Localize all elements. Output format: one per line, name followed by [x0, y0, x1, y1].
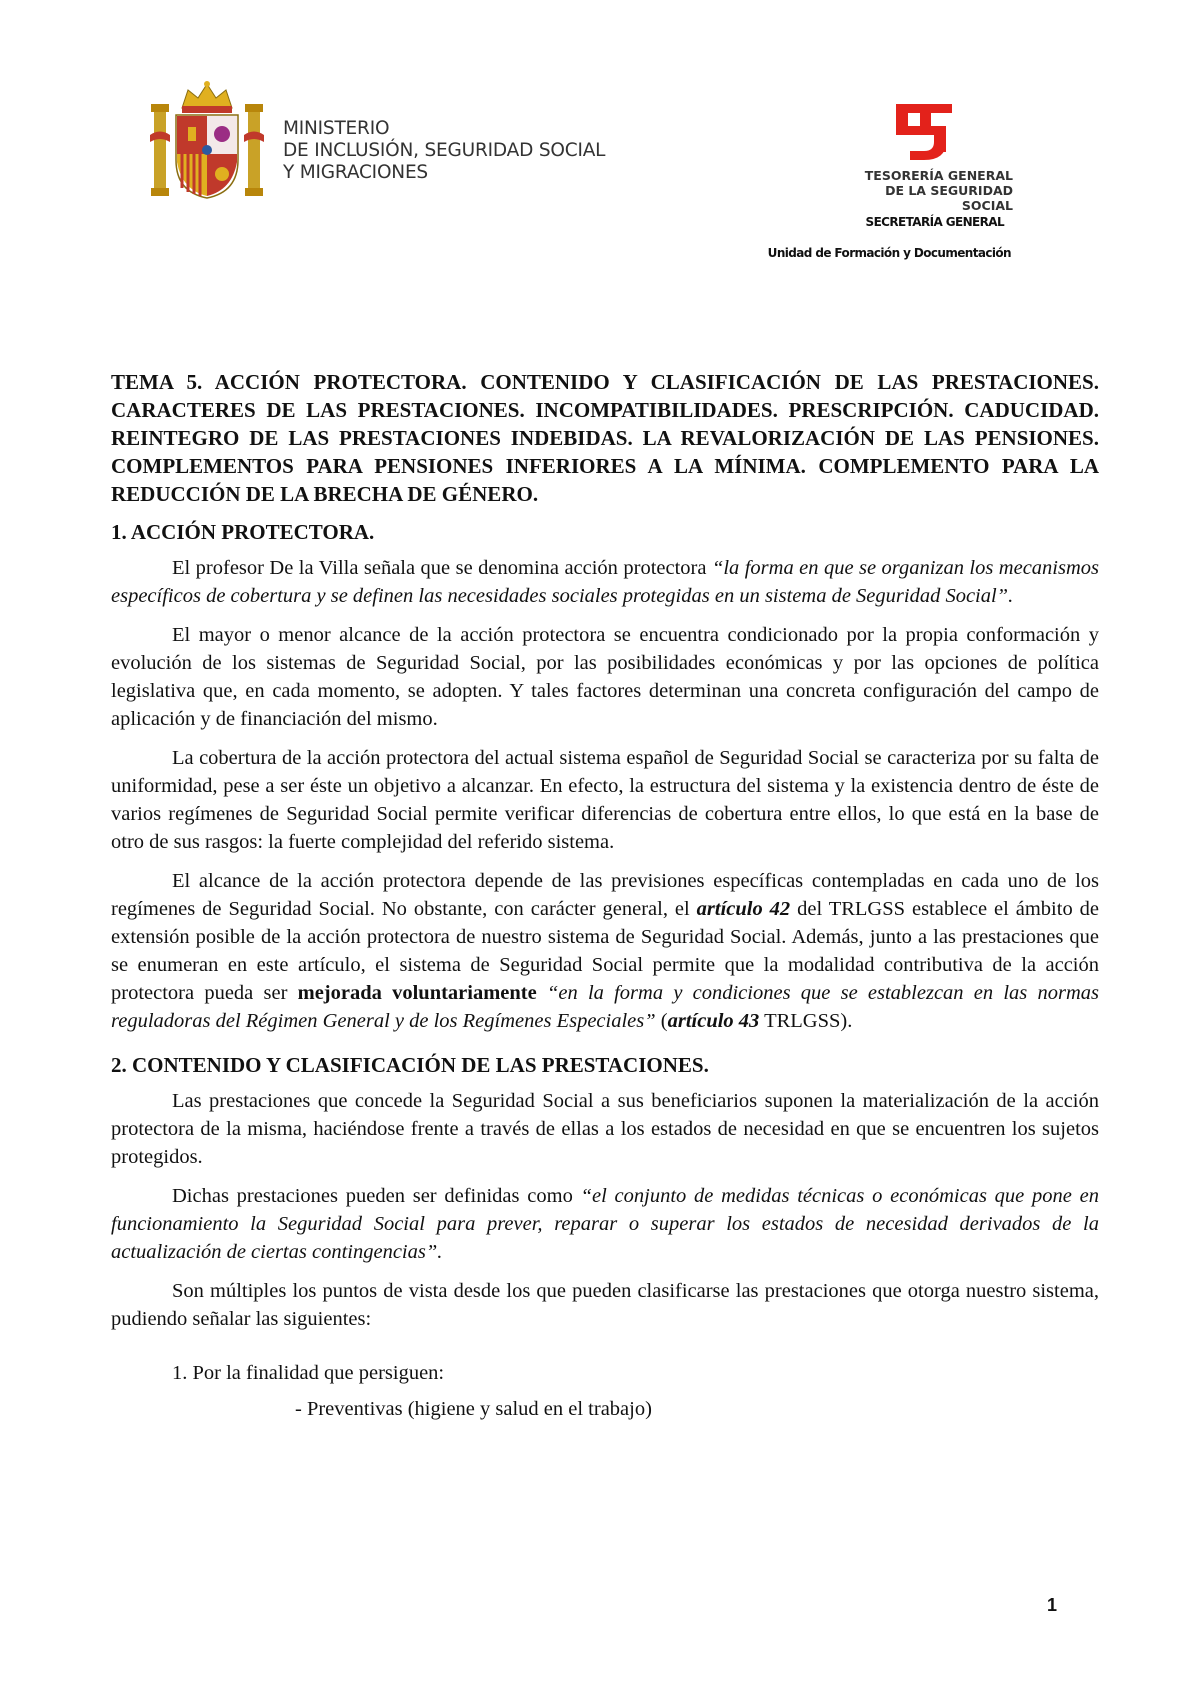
paragraph-text: del TRLGSS establece el ámbito de extensión posible de la acción protectora de nuestro sistema de Seguridad Social. Además, junto a las prestaciones que se enumeran en este artículo, el sistema de Seguridad Social permite que la modalidad contributiva de la acción protectora pueda ser	[111, 898, 1099, 1004]
paragraph: La cobertura de la acción protectora del actual sistema español de Seguridad Social se caracteriza por su falta de uniformidad, pese a ser éste un objetivo a alcanzar. En efecto, la estructura del sistema y la existencia dentro de éste de varios regímenes de Seguridad Social permite verificar diferencias de cobertura entre ellos, lo que está en la base de otro de sus rasgos: la fuerte complejidad del referido sistema.	[111, 747, 1099, 853]
paragraph-text: El profesor De la Villa señala que se denomina acción protectora	[172, 557, 712, 579]
tgss-line: DE LA SEGURIDAD SOCIAL	[885, 183, 1013, 213]
section-heading-1: 1. ACCIÓN PROTECTORA.	[111, 520, 375, 544]
list-item: 1. Por la finalidad que persiguen:	[172, 1362, 445, 1384]
space	[537, 982, 547, 1004]
tgss-name	[838, 168, 1013, 213]
definition-quote: “el conjunto de medidas técnicas o económicas que pone en funcionamiento la Seguridad Social para prever, reparar o superar los estados de necesidad derivados de la actualización de ciertas contingencias”.	[111, 1185, 1099, 1263]
paragraph-text: TRLGSS).	[759, 1010, 853, 1032]
paragraph: Son múltiples los puntos de vista desde los que pueden clasificarse las prestaciones que otorga nuestro sistema, pudiendo señalar las siguientes:	[111, 1280, 1099, 1330]
spain-coat-of-arms-icon	[148, 80, 266, 202]
paragraph	[111, 554, 1099, 610]
paragraph: El mayor o menor alcance de la acción protectora se encuentra condicionado por la propia conformación y evolución de los sistemas de Seguridad Social, por las posibilidades económicas y por las opciones de política legislativa que, en cada momento, se adopten. Y tales factores determinan una concreta configuración del campo de aplicación y de financiación del mismo.	[111, 624, 1099, 730]
article-reference: artículo 42	[696, 898, 791, 920]
sub-list-item: - Preventivas (higiene y salud en el trabajo)	[295, 1398, 652, 1420]
ministry-line: MINISTERIO	[283, 118, 390, 139]
unidad-label: Unidad de Formación y Documentación	[767, 246, 1011, 260]
tgss-line: TESORERÍA GENERAL	[864, 168, 1013, 183]
section-heading-2: 2. CONTENIDO Y CLASIFICACIÓN DE LAS PRESTACIONES.	[111, 1053, 709, 1077]
legal-quote: “en la forma y condiciones que se establezcan en las normas reguladoras del Régimen General y de los Regímenes Especiales”	[111, 982, 1100, 1032]
paragraph	[111, 1182, 1099, 1266]
document-header	[0, 0, 1200, 290]
paragraph-text: (	[655, 1010, 668, 1032]
ministry-line: Y MIGRACIONES	[283, 162, 428, 183]
tgss-logo-icon	[890, 102, 958, 162]
page-number: 1	[1047, 1595, 1058, 1615]
paragraph-text: Dichas prestaciones pueden ser definidas como	[172, 1185, 581, 1207]
secretaria-label: SECRETARÍA GENERAL	[865, 215, 1004, 229]
emphasis-text: mejorada voluntariamente	[297, 982, 537, 1004]
paragraph: Las prestaciones que concede la Seguridad Social a sus beneficiarios suponen la materialización de la acción protectora de la misma, haciéndose frente a través de ellas a los estados de necesidad en que se encuentren los sujetos protegidos.	[111, 1090, 1099, 1168]
paragraph	[111, 867, 1099, 1035]
ministry-line: DE INCLUSIÓN, SEGURIDAD SOCIAL	[283, 140, 606, 161]
article-reference: artículo 43	[667, 1010, 760, 1032]
ministry-name	[283, 118, 605, 184]
document-body	[111, 368, 1099, 1423]
document-title: TEMA 5. ACCIÓN PROTECTORA. CONTENIDO Y CLASIFICACIÓN DE LAS PRESTACIONES. CARACTERES DE LAS PRESTACIONES. INCOMPATIBILIDADES. PRESCRIPCIÓN. CADUCIDAD. REINTEGRO DE LAS PRESTACIONES INDEBIDAS. LA REVALORIZACIÓN DE LAS PENSIONES. COMPLEMENTOS PARA PENSIONES INFERIORES A LA MÍNIMA. COMPLEMENTO PARA LA REDUCCIÓN DE LA BRECHA DE GÉNERO.	[111, 370, 1099, 506]
paragraph-text: El alcance de la acción protectora depende de las previsiones específicas contempladas en cada uno de los regímenes de Seguridad Social. No obstante, con carácter general, el	[111, 870, 1099, 920]
definition-quote: “la forma en que se organizan los mecanismos específicos de cobertura y se definen las necesidades sociales protegidas en un sistema de Seguridad Social”.	[111, 557, 1099, 607]
